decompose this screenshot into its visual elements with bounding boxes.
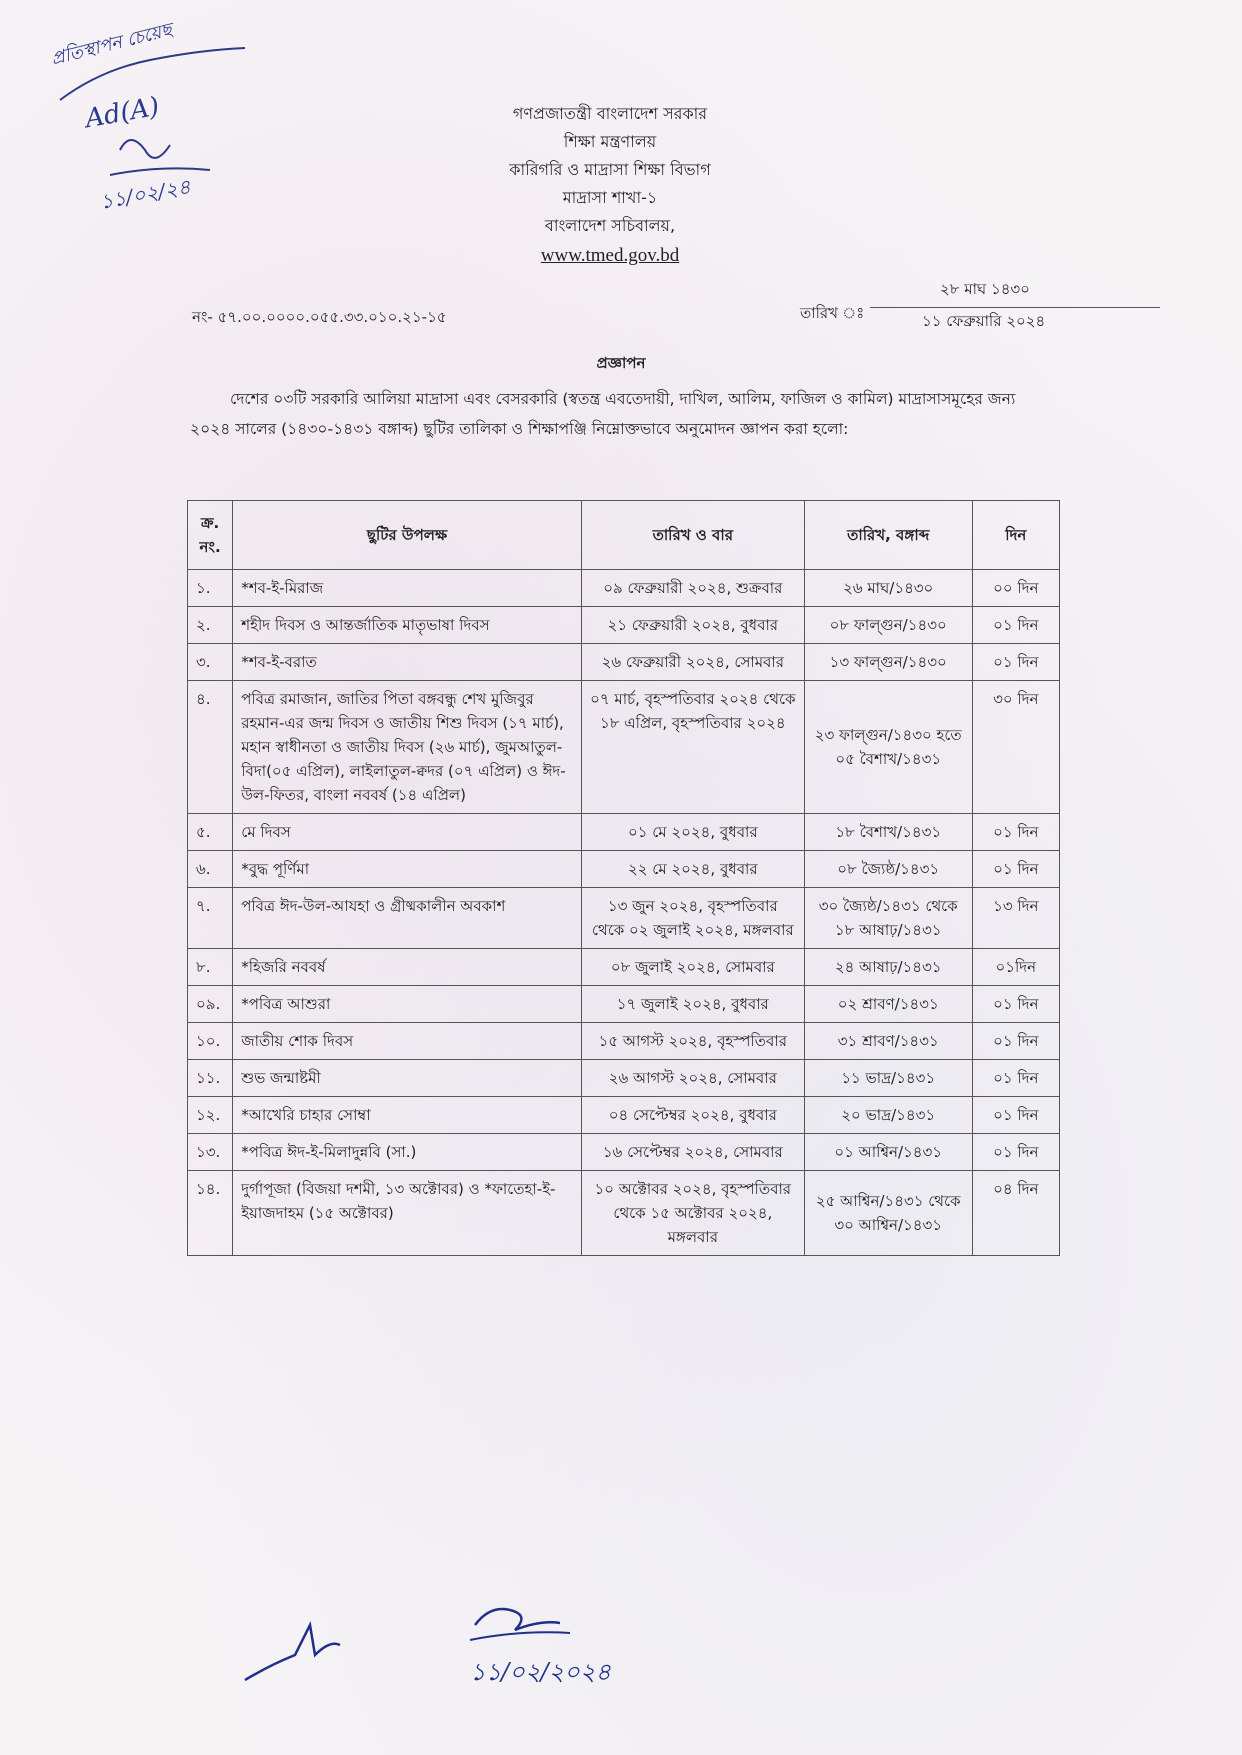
table-row (188, 888, 1060, 949)
row-occasion: দুর্গাপূজা (বিজয়া দশমী, ১৩ অক্টোবর) ও *ফাতেহা-ই- ইয়াজদাহম (১৫ অক্টোবর) (233, 1171, 582, 1256)
row-days: ০১ দিন (972, 986, 1059, 1023)
row-date: ১০ অক্টোবর ২০২৪, বৃহস্পতিবার থেকে ১৫ অক্টোবর ২০২৪, মঙ্গলবার (581, 1171, 804, 1256)
row-days: ০০ দিন (972, 570, 1059, 607)
office-header (380, 100, 840, 270)
row-serial: ১১. (188, 1060, 233, 1097)
row-date: ২২ মে ২০২৪, বুধবার (581, 851, 804, 888)
header-government: গণপ্রজাতন্ত্রী বাংলাদেশ সরকার (512, 104, 708, 123)
table-row (188, 814, 1060, 851)
row-date: ১৭ জুলাই ২০২৪, বুধবার (581, 986, 804, 1023)
row-bangla-date: ২৫ আশ্বিন/১৪৩১ থেকে ৩০ আশ্বিন/১৪৩১ (804, 1171, 972, 1256)
row-serial: ২. (188, 607, 233, 644)
row-bangla-date: ০২ শ্রাবণ/১৪৩১ (804, 986, 972, 1023)
header-bangla-date: তারিখ, বঙ্গাব্দ (804, 501, 972, 570)
header-branch: মাদ্রাসা শাখা-১ (562, 188, 658, 207)
row-date: ১৫ আগস্ট ২০২৪, বৃহস্পতিবার (581, 1023, 804, 1060)
row-days: ১৩ দিন (972, 888, 1059, 949)
row-occasion: *পবিত্র ঈদ-ই-মিলাদুন্নবি (সা.) (233, 1134, 582, 1171)
date-divider (870, 307, 1160, 308)
row-bangla-date: ১১ ভাদ্র/১৪৩১ (804, 1060, 972, 1097)
row-date: ০১ মে ২০২৪, বুধবার (581, 814, 804, 851)
row-occasion: *পবিত্র আশুরা (233, 986, 582, 1023)
row-date: ০৯ ফেব্রুয়ারী ২০২৪, শুক্রবার (581, 570, 804, 607)
date-label: তারিখ ঃ (800, 304, 865, 322)
signatures (240, 1585, 740, 1695)
row-date: ২১ ফেব্রুয়ারী ২০২৪, বুধবার (581, 607, 804, 644)
signature-right (475, 1609, 560, 1630)
row-days: ৩০ দিন (972, 681, 1059, 814)
row-serial: ১৪. (188, 1171, 233, 1256)
date-gregorian: ১১ ফেব্রুয়ারি ২০২৪ (922, 312, 1046, 330)
date-bangla: ২৮ মাঘ ১৪৩০ (940, 280, 1030, 298)
row-serial: ৭. (188, 888, 233, 949)
table-row (188, 1060, 1060, 1097)
table-row (188, 986, 1060, 1023)
row-days: ০১দিন (972, 949, 1059, 986)
row-date: ০৮ জুলাই ২০২৪, সোমবার (581, 949, 804, 986)
row-date: ২৬ আগস্ট ২০২৪, সোমবার (581, 1060, 804, 1097)
handwritten-note-line1: প্রতিস্থাপন চেয়েছ (49, 19, 175, 70)
header-days: দিন (972, 501, 1059, 570)
row-occasion: জাতীয় শোক দিবস (233, 1023, 582, 1060)
row-date: ২৬ ফেব্রুয়ারী ২০২৪, সোমবার (581, 644, 804, 681)
handwritten-note (40, 19, 270, 220)
row-occasion: *আখেরি চাহার সোম্বা (233, 1097, 582, 1134)
header-ministry: শিক্ষা মন্ত্রণালয় (563, 132, 657, 151)
row-occasion: শহীদ দিবস ও আন্তর্জাতিক মাতৃভাষা দিবস (233, 607, 582, 644)
row-days: ০১ দিন (972, 607, 1059, 644)
row-occasion: মে দিবস (233, 814, 582, 851)
handwritten-note-line3: ১১/০২/২৪ (98, 174, 193, 214)
table-row (188, 949, 1060, 986)
row-days: ০১ দিন (972, 1134, 1059, 1171)
row-date: ১৩ জুন ২০২৪, বৃহস্পতিবার থেকে ০২ জুলাই ২০২৪, মঙ্গলবার (581, 888, 804, 949)
header-occasion: ছুটির উপলক্ষ (233, 501, 582, 570)
row-bangla-date: ০৮ জ্যৈষ্ঠ/১৪৩১ (804, 851, 972, 888)
row-occasion: *শব-ই-মিরাজ (233, 570, 582, 607)
row-date: ০৭ মার্চ, বৃহস্পতিবার ২০২৪ থেকে ১৮ এপ্রিল, বৃহস্পতিবার ২০২৪ (581, 681, 804, 814)
row-serial: ৩. (188, 644, 233, 681)
row-bangla-date: ৩০ জ্যৈষ্ঠ/১৪৩১ থেকে ১৮ আষাঢ়/১৪৩১ (804, 888, 972, 949)
date-block (800, 278, 1140, 338)
row-days: ০১ দিন (972, 1060, 1059, 1097)
row-occasion: পবিত্র ঈদ-উল-আযহা ও গ্রীষ্মকালীন অবকাশ (233, 888, 582, 949)
table-row (188, 1023, 1060, 1060)
row-bangla-date: ২৬ মাঘ/১৪৩০ (804, 570, 972, 607)
row-serial: ১০. (188, 1023, 233, 1060)
row-bangla-date: ০৮ ফাল্গুন/১৪৩০ (804, 607, 972, 644)
signature-scribbles (240, 1585, 740, 1695)
table-row (188, 851, 1060, 888)
header-division: কারিগরি ও মাদ্রাসা শিক্ষা বিভাগ (509, 160, 711, 179)
row-days: ০১ দিন (972, 1023, 1059, 1060)
intro-paragraph: দেশের ০৩টি সরকারি আলিয়া মাদ্রাসা এবং বেসরকারি (স্বতন্ত্র এবতেদায়ী, দাখিল, আলিম, ফাজিল ও কামিল) মাদ্রাসাসমূহের জন্য ২০২৪ সালের (১৪৩০-১৪৩১ বঙ্গাব্দ) ছুটির তালিকা ও শিক্ষাপঞ্জি নিম্নোক্তভাবে অনুমোদন জ্ঞাপন করা হলো: (190, 390, 1016, 438)
header-website-link[interactable]: www.tmed.gov.bd (540, 245, 680, 266)
signature-date: ১১/০২/২০২৪ (470, 1658, 611, 1686)
holiday-table-body (188, 570, 1060, 1256)
row-bangla-date: ১৮ বৈশাখ/১৪৩১ (804, 814, 972, 851)
table-row (188, 1134, 1060, 1171)
row-serial: ৮. (188, 949, 233, 986)
row-days: ০১ দিন (972, 1097, 1059, 1134)
memo-number: নং- ৫৭.০০.০০০০.০৫৫.৩৩.০১০.২১-১৫ (192, 308, 447, 326)
holiday-table-header (188, 501, 1060, 570)
row-bangla-date: ২৩ ফাল্গুন/১৪৩০ হতে ০৫ বৈশাখ/১৪৩১ (804, 681, 972, 814)
header-date-day: তারিখ ও বার (581, 501, 804, 570)
table-row (188, 1097, 1060, 1134)
handwritten-note-line2: Ad(A) (82, 91, 162, 135)
row-date: ১৬ সেপ্টেম্বর ২০২৪, সোমবার (581, 1134, 804, 1171)
row-serial: ১৩. (188, 1134, 233, 1171)
row-days: ০১ দিন (972, 851, 1059, 888)
holiday-table (187, 500, 1060, 1256)
row-days: ০১ দিন (972, 814, 1059, 851)
table-row (188, 607, 1060, 644)
row-bangla-date: ২৪ আষাঢ়/১৪৩১ (804, 949, 972, 986)
notice-title: প্রজ্ঞাপন (596, 354, 646, 372)
row-days: ০১ দিন (972, 644, 1059, 681)
row-serial: ০৯. (188, 986, 233, 1023)
signature-left (245, 1625, 340, 1680)
row-bangla-date: ২০ ভাদ্র/১৪৩১ (804, 1097, 972, 1134)
row-serial: ১২. (188, 1097, 233, 1134)
table-row (188, 681, 1060, 814)
row-occasion: *বুদ্ধ পূর্ণিমা (233, 851, 582, 888)
row-bangla-date: ১৩ ফাল্গুন/১৪৩০ (804, 644, 972, 681)
table-row (188, 1171, 1060, 1256)
table-row (188, 570, 1060, 607)
table-row (188, 644, 1060, 681)
header-serial: ক্র. নং. (188, 501, 233, 570)
header-secretariat: বাংলাদেশ সচিবালয়, (544, 216, 676, 235)
row-serial: ১. (188, 570, 233, 607)
row-bangla-date: ৩১ শ্রাবণ/১৪৩১ (804, 1023, 972, 1060)
row-bangla-date: ০১ আশ্বিন/১৪৩১ (804, 1134, 972, 1171)
row-occasion: *শব-ই-বরাত (233, 644, 582, 681)
row-serial: ৫. (188, 814, 233, 851)
row-serial: ৬. (188, 851, 233, 888)
row-date: ০৪ সেপ্টেম্বর ২০২৪, বুধবার (581, 1097, 804, 1134)
row-occasion: শুভ জন্মাষ্টমী (233, 1060, 582, 1097)
row-occasion: *হিজরি নববর্ষ (233, 949, 582, 986)
row-days: ০৪ দিন (972, 1171, 1059, 1256)
row-serial: ৪. (188, 681, 233, 814)
row-occasion: পবিত্র রমাজান, জাতির পিতা বঙ্গবন্ধু শেখ মুজিবুর রহমান-এর জন্ম দিবস ও জাতীয় শিশু দিবস (১৭ মার্চ), মহান স্বাধীনতা ও জাতীয় দিবস (২৬ মার্চ), জুমআতুল-বিদা(০৫ এপ্রিল), লাইলাতুল-ক্বদর (০৭ এপ্রিল) ও ঈদ-উল-ফিতর, বাংলা নববর্ষ (১৪ এপ্রিল) (233, 681, 582, 814)
